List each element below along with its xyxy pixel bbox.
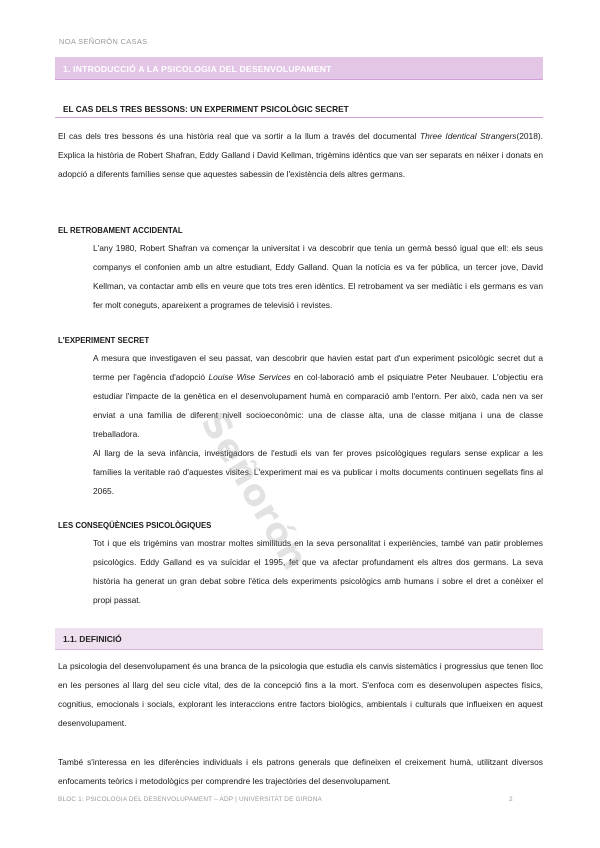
experiment-text: A mesura que investigaven el seu passat, van descobrir que havien estat part d'un experiment psicològic secret dut a terme per l'agència d'adopció <box>93 353 543 382</box>
case-intro-paragraph <box>58 127 543 184</box>
definition-title: 1.1. DEFINICIÓ <box>63 634 122 644</box>
experiment-text-cont: en col·laboració amb el psiquiatre Peter Neubauer. L'objectiu era estudiar l'impacte de la genètica en el desenvolupament humà en comparació amb l'entorn. Per això, cada nen va ser enviat a una família de diferent nivell socioeconòmic: una de classe alta, una de classe mitjana i una de classe treballadora. <box>93 372 543 439</box>
case-intro-text-cont: (2018). Explica la història de Robert Shafran, Eddy Galland i David Kellman, trigèmins idèntics que van ser separats en néixer i donats en adopció a diferents famílies sense que aquestes sabessin de l'existència dels altres germans. <box>58 131 543 179</box>
consequences-heading: LES CONSEQÜÈNCIES PSICOLÒGIQUES <box>58 521 212 530</box>
experiment-paragraph-1 <box>93 349 543 444</box>
section-title: 1. INTRODUCCIÓ A LA PSICOLOGIA DEL DESENVOLUPAMENT <box>63 64 332 74</box>
consequences-paragraph: Tot i que els trigèmins van mostrar moltes similituds en la seva personalitat i experiències, també van patir problemes psicològics. Eddy Galland es va suïcidar el 1995, fet que va afectar profundament els altres dos germans. La seva història ha generat un gran debat sobre l'ètica dels experiments psicològics amb humans i sobre el dret a conèixer el propi passat. <box>93 538 543 605</box>
case-title: EL CAS DELS TRES BESSONS: UN EXPERIMENT PSICOLÒGIC SECRET <box>63 104 349 114</box>
page-number: 2 <box>509 796 513 803</box>
definition-title-bar <box>55 628 543 650</box>
reencounter-paragraph: L'any 1980, Robert Shafran va començar la universitat i va descobrir que tenia un germà bessó igual que ell: els seus companys el confonien amb un altre estudiant, Eddy Galland. Quan la notícia es va fer pública, un tercer jove, David Kellman, va contactar amb ells en veure que tots tres eren idèntics. El retrobament va ser mediàtic i els germans es van fer molt coneguts, apareixent a programes de televisió i revistes. <box>93 243 543 310</box>
footer-text: BLOC 1: PSICOLOGIA DEL DESENVOLUPAMENT – ADP | UNIVERSITAT DE GIRONA <box>58 796 322 803</box>
section-title-bar <box>55 57 543 80</box>
experiment-paragraph-2: Al llarg de la seva infància, investigadors de l'estudi els van fer proves psicològiques regulars sense explicar a les famílies la veritable raó d'aquestes visites. L'experiment mai es va publicar i molts documents continuen segellats fins al 2065. <box>93 448 543 496</box>
reencounter-heading: EL RETROBAMENT ACCIDENTAL <box>58 226 183 235</box>
documental-title: Three Identical Strangers <box>419 131 517 141</box>
experiment-heading: L'EXPERIMENT SECRET <box>58 336 150 345</box>
author-watermark: Señorón <box>192 405 316 578</box>
agency-name: Louise Wise Services <box>208 372 291 382</box>
case-intro-text: El cas dels tres bessons és una història real que va sortir a la llum a través del documental <box>58 131 420 141</box>
definition-paragraph-2: També s'interessa en les diferències individuals i els patrons generals que defineixen el creixement humà, utilitzant diversos enfocaments teòrics i metodològics per comprendre les trajectòries del desenvolupament. <box>58 757 543 786</box>
definition-paragraph-1: La psicologia del desenvolupament és una branca de la psicologia que estudia els canvis sistemàtics i progressius que tenen lloc en les persones al llarg del seu cicle vital, des de la concepció fins a la mort. S'enfoca com es desenvolupen aspectes físics, cognitius, emocionals i socials, explorant les interaccions entre factors biològics, ambientals i culturals que influeixen en aquest desenvolupament. <box>58 661 543 728</box>
author-header: NOA SEÑORÓN CASAS <box>59 37 148 46</box>
case-title-box <box>55 99 543 118</box>
